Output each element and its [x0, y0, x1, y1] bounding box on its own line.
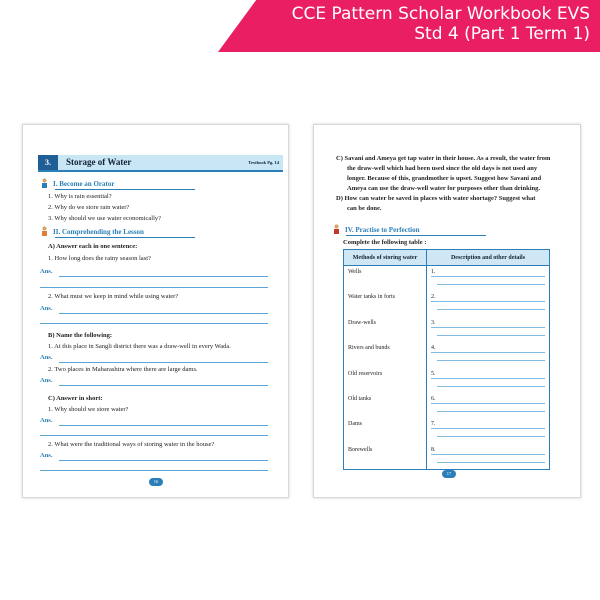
question: 1. Why is rain essential? [48, 193, 112, 200]
answer-line[interactable] [437, 328, 545, 336]
table-row [344, 342, 550, 367]
description-cell[interactable] [427, 418, 550, 443]
question: 1. At this place in Sangli district there was a draw-well in every Wada. [48, 343, 231, 350]
answer-line[interactable] [40, 287, 268, 288]
answer-line[interactable] [431, 320, 545, 328]
question: 1. Why should we store water? [48, 406, 129, 413]
question: 2. Why do we store rain water? [48, 204, 130, 211]
row-number: 2. [431, 294, 436, 301]
answer-line[interactable] [437, 455, 545, 463]
answer-label: Ans. [40, 452, 53, 459]
chapter-title: Storage of Water [66, 157, 132, 167]
answer-label: Ans. [40, 305, 53, 312]
method-name: Old tanks [348, 395, 372, 402]
question: 2. Two places in Maharashtra where there are large dams. [48, 366, 198, 373]
description-cell[interactable] [427, 393, 550, 418]
textbook-reference: Textbook Pg. 14 [248, 160, 279, 165]
answer-line[interactable] [437, 379, 545, 387]
answer-label: Ans. [40, 377, 53, 384]
description-cell[interactable] [427, 266, 550, 292]
method-name: Water tanks in forts [348, 294, 396, 301]
table-row [344, 444, 550, 470]
answer-line[interactable] [59, 313, 268, 314]
banner-title-line2: Std 4 (Part 1 Term 1) [414, 24, 590, 44]
answer-line[interactable] [431, 447, 545, 455]
chapter-number: 3. [38, 155, 58, 170]
section-practise [332, 224, 420, 234]
method-cell [344, 266, 427, 292]
table-row [344, 317, 550, 342]
section-title: I. Become an Orator [53, 180, 115, 188]
question-c-line: C) Savani and Ameya get tap water in their house. As a result, the water from [336, 155, 551, 162]
banner-title-line1: CCE Pattern Scholar Workbook EVS [291, 4, 590, 24]
method-name: Old reservoirs [348, 370, 383, 377]
orator-icon [40, 178, 49, 188]
answer-line[interactable] [437, 429, 545, 437]
table-instruction: Complete the following table : [343, 239, 427, 246]
section-title: IV. Practise to Perfection [345, 226, 420, 234]
row-number: 1. [431, 269, 436, 275]
question: 3. Why should we use water economically? [48, 215, 162, 222]
answer-line[interactable] [40, 323, 268, 324]
answer-line[interactable] [437, 404, 545, 412]
row-number: 6. [431, 395, 436, 402]
table-header: Methods of storing water [344, 250, 427, 266]
part-a-heading: A) Answer each in one sentence: [48, 243, 138, 250]
row-number: 3. [431, 319, 436, 326]
table-row [344, 266, 550, 292]
method-cell [344, 291, 427, 316]
right-page [313, 124, 581, 498]
method-cell [344, 342, 427, 367]
answer-line[interactable] [59, 425, 268, 426]
method-name: Wells [348, 269, 362, 275]
row-number: 7. [431, 421, 436, 428]
table-row [344, 291, 550, 316]
storage-methods-table [343, 249, 550, 470]
left-page [22, 124, 289, 498]
answer-line[interactable] [59, 276, 268, 277]
method-name: Dams [348, 421, 362, 428]
question-d-line: D) How can water be saved in places with water shortage? Suggest what [336, 195, 536, 202]
answer-line[interactable] [40, 435, 268, 436]
table-row [344, 368, 550, 393]
section-underline [55, 237, 195, 238]
description-cell[interactable] [427, 368, 550, 393]
answer-label: Ans. [40, 354, 53, 361]
description-cell[interactable] [427, 444, 550, 470]
answer-line[interactable] [59, 385, 268, 386]
answer-line[interactable] [437, 302, 545, 310]
answer-label: Ans. [40, 268, 53, 275]
table-header: Description and other details [427, 250, 550, 266]
page-number: 16 [149, 478, 163, 486]
method-name: Borewells [348, 446, 373, 453]
question-c-line: longer. Because of this, grandmother is upset. Suggest how Savani and [347, 175, 542, 182]
description-cell[interactable] [427, 342, 550, 367]
question: 2. What were the traditional ways of storing water in the house? [48, 441, 215, 448]
method-cell [344, 317, 427, 342]
method-cell [344, 368, 427, 393]
table-row [344, 418, 550, 443]
page-number: 17 [442, 470, 456, 478]
answer-line[interactable] [437, 353, 545, 361]
method-cell [344, 418, 427, 443]
question-c-line: Ameya can use the draw-well water for purposes other than drinking. [347, 185, 541, 192]
section-title: II. Comprehending the Lesson [53, 228, 144, 236]
question: 1. How long does the rainy season last? [48, 255, 151, 262]
part-b-heading: B) Name the following: [48, 332, 113, 339]
answer-label: Ans. [40, 417, 53, 424]
section-underline [346, 235, 486, 236]
section-become-orator [40, 178, 114, 188]
table-row [344, 393, 550, 418]
question-d-line: can be done. [347, 205, 382, 212]
answer-line[interactable] [59, 362, 268, 363]
part-c-heading: C) Answer in short: [48, 395, 103, 402]
description-cell[interactable] [427, 317, 550, 342]
answer-line[interactable] [431, 371, 545, 379]
question-c-line: the draw-well which had been used since the old days is not used any [347, 165, 538, 172]
banner-title [292, 4, 590, 44]
section-underline [55, 189, 195, 190]
method-cell [344, 393, 427, 418]
answer-line[interactable] [437, 277, 545, 285]
answer-line[interactable] [431, 396, 545, 404]
answer-line[interactable] [431, 294, 545, 302]
answer-line[interactable] [59, 460, 268, 461]
section-comprehending [40, 226, 144, 236]
answer-line[interactable] [431, 269, 545, 277]
chapter-header [38, 155, 283, 172]
method-name: Rivers and bunds [348, 345, 390, 352]
description-cell[interactable] [427, 291, 550, 316]
answer-line[interactable] [431, 345, 545, 353]
row-number: 4. [431, 345, 436, 352]
student-icon [332, 224, 341, 234]
row-number: 8. [431, 446, 436, 453]
reader-icon [40, 226, 49, 236]
row-number: 5. [431, 370, 436, 377]
method-cell [344, 444, 427, 470]
answer-line[interactable] [431, 421, 545, 429]
method-name: Draw-wells [348, 319, 376, 326]
answer-line[interactable] [40, 470, 268, 471]
question: 2. What must we keep in mind while using water? [48, 293, 179, 300]
